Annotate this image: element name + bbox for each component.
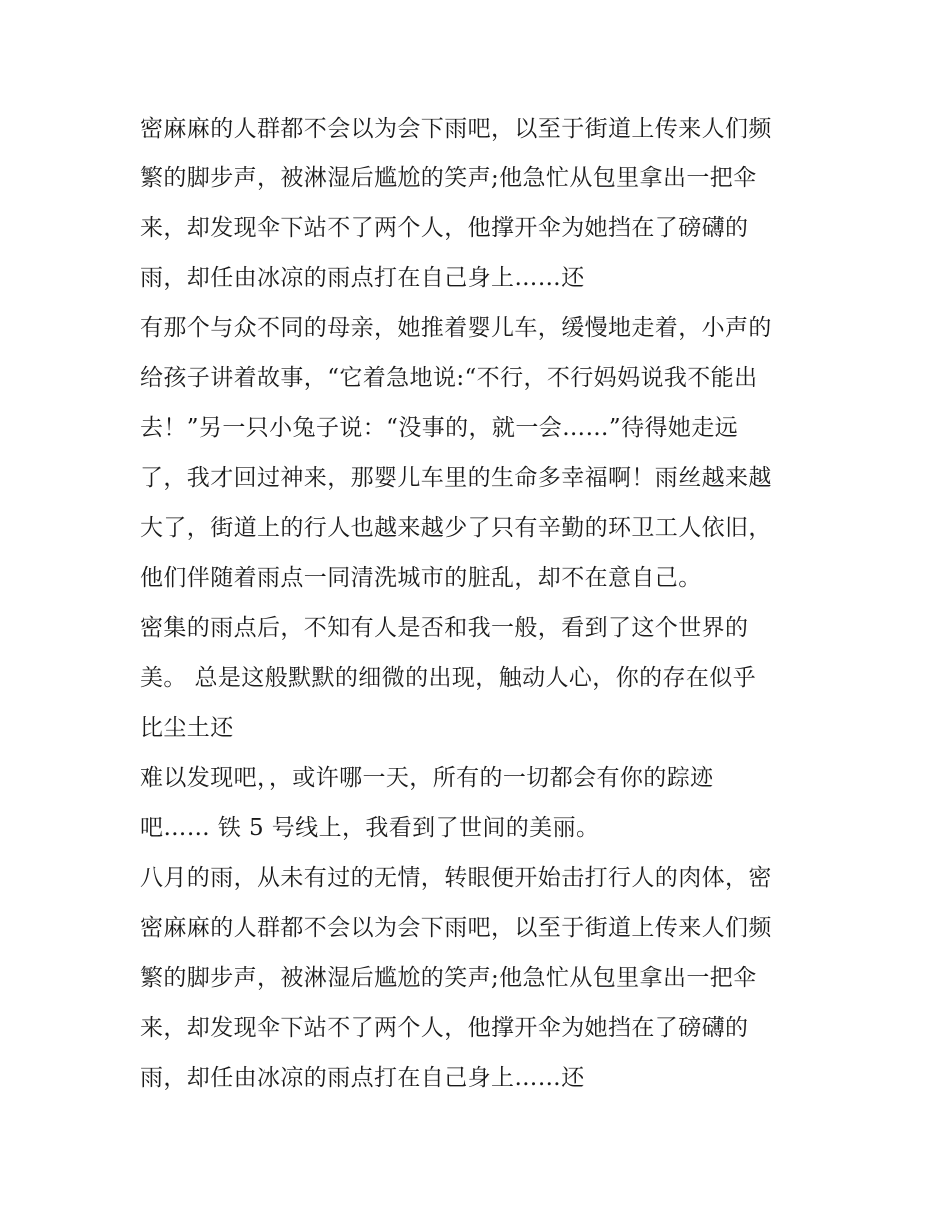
- text-line: 雨，却任由冰凉的雨点打在自己身上……还: [140, 265, 585, 291]
- text-line: 比尘土还: [140, 715, 234, 741]
- text-line: 吧…… 铁 5 号线上，我看到了世间的美丽。: [140, 815, 600, 841]
- text-line: 密麻麻的人群都不会以为会下雨吧，以至于街道上传来人们频: [140, 116, 772, 142]
- text-line: 他们伴随着雨点一同清洗城市的脏乱，却不在意自己。: [140, 565, 702, 591]
- text-line: 难以发现吧，，或许哪一天，所有的一切都会有你的踪迹: [140, 765, 714, 791]
- text-line: 繁的脚步声，被淋湿后尴尬的笑声;他急忙从包里拿出一把伞: [140, 165, 757, 191]
- text-line: 密集的雨点后，不知有人是否和我一般，看到了这个世界的: [140, 615, 749, 641]
- text-line: 有那个与众不同的母亲，她推着婴儿车，缓慢地走着，小声的: [140, 315, 772, 341]
- text-line: 来，却发现伞下站不了两个人，他撑开伞为她挡在了磅礴的: [140, 1015, 749, 1041]
- text-line: 去！”另一只小兔子说：“没事的，就一会……”待得她走远: [140, 415, 739, 441]
- text-line: 美。 总是这般默默的细微的出现，触动人心，你的存在似乎: [140, 665, 757, 691]
- text-line: 八月的雨，从未有过的无情，转眼便开始击打行人的肉体，密: [140, 865, 772, 891]
- text-line: 大了，街道上的行人也越来越少了只有辛勤的环卫工人依旧，: [140, 515, 772, 541]
- text-line: 来，却发现伞下站不了两个人，他撑开伞为她挡在了磅礴的: [140, 215, 749, 241]
- text-line: 繁的脚步声，被淋湿后尴尬的笑声;他急忙从包里拿出一把伞: [140, 965, 757, 991]
- text-line: 雨，却任由冰凉的雨点打在自己身上……还: [140, 1065, 585, 1091]
- text-line: 了，我才回过神来，那婴儿车里的生命多幸福啊！雨丝越来越: [140, 465, 772, 491]
- text-line: 密麻麻的人群都不会以为会下雨吧，以至于街道上传来人们频: [140, 915, 772, 941]
- text-line: 给孩子讲着故事，“它着急地说:“不行，不行妈妈说我不能出: [140, 365, 758, 391]
